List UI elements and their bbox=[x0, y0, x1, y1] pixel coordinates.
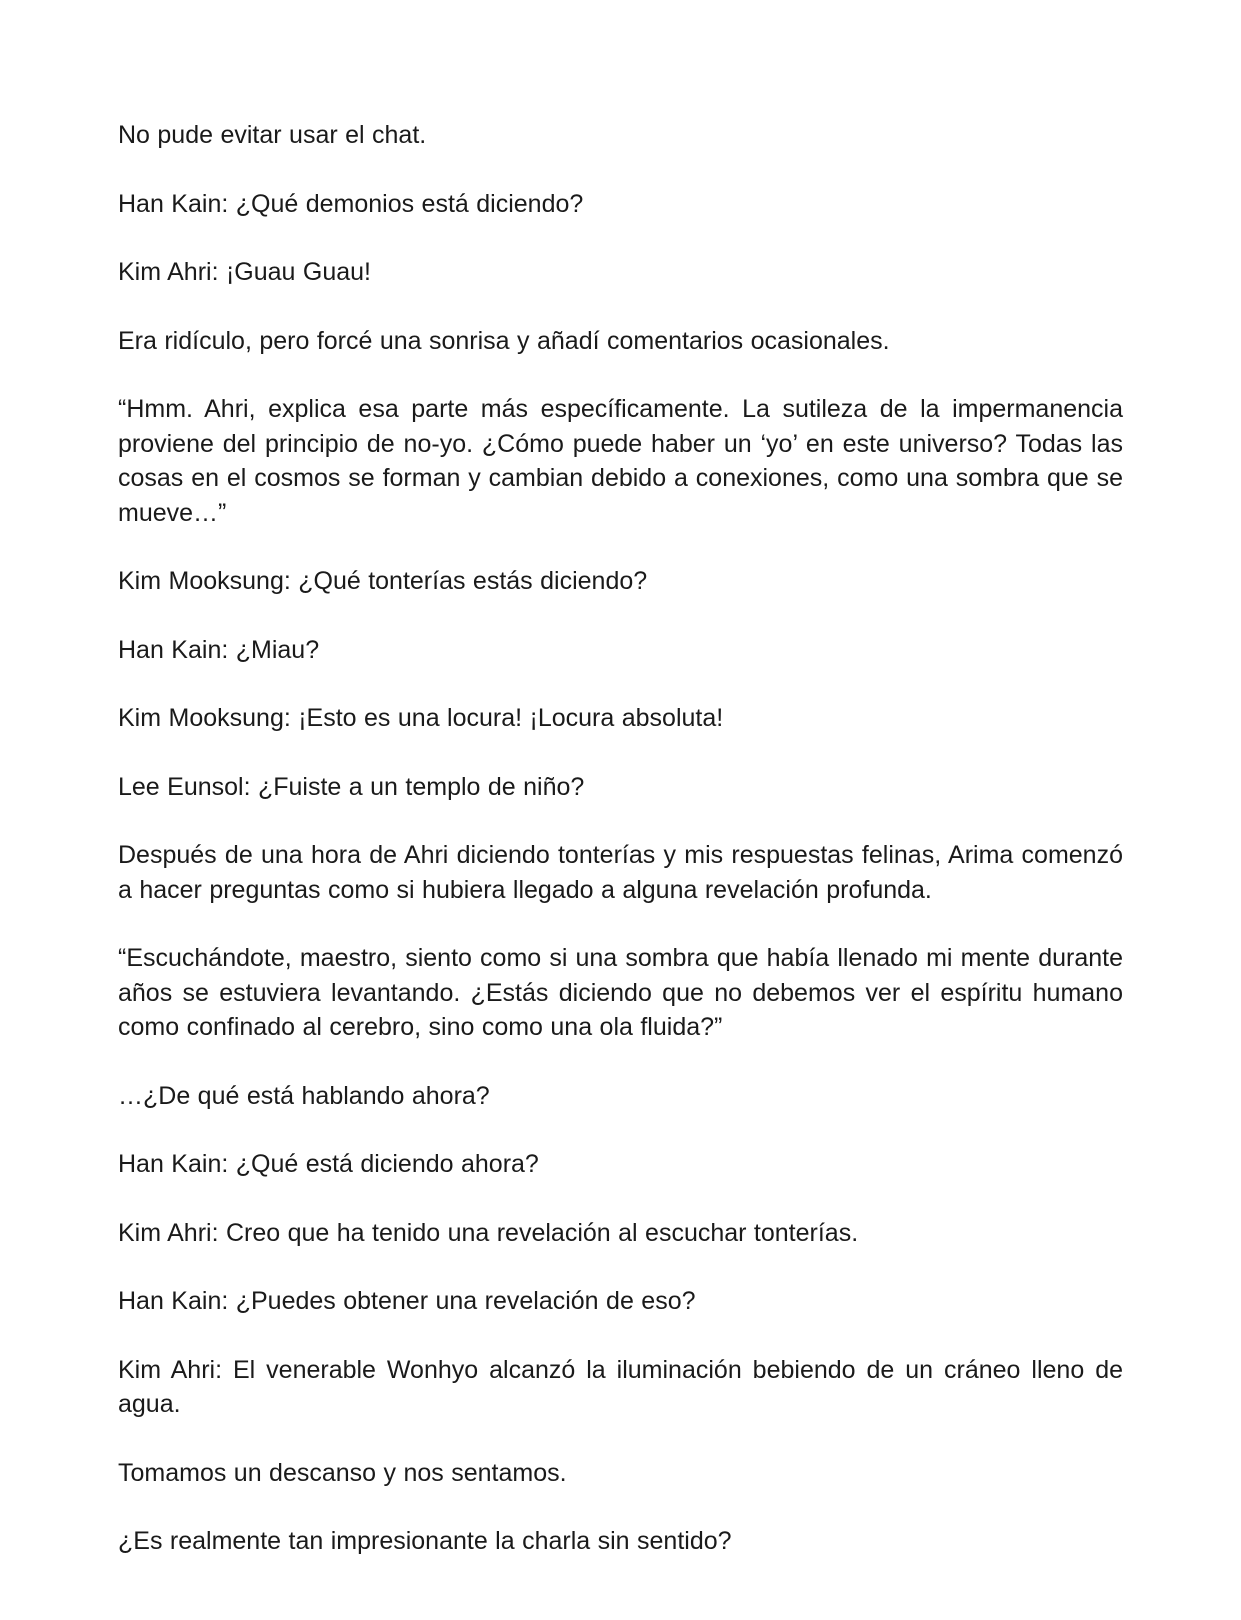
chat-line: Kim Mooksung: ¡Esto es una locura! ¡Locura absoluta! bbox=[118, 704, 724, 732]
chat-line: Kim Mooksung: ¿Qué tonterías estás diciendo? bbox=[118, 567, 648, 595]
paragraph: No pude evitar usar el chat. bbox=[118, 121, 427, 149]
chat-line: Han Kain: ¿Puedes obtener una revelación de eso? bbox=[118, 1287, 696, 1315]
chat-line: Han Kain: ¿Qué está diciendo ahora? bbox=[118, 1150, 539, 1178]
paragraph: ¿Es realmente tan impresionante la charla sin sentido? bbox=[118, 1527, 732, 1555]
chat-line: Kim Ahri: El venerable Wonhyo alcanzó la iluminación bebiendo de un cráneo lleno de agua. bbox=[118, 1355, 1123, 1418]
chat-line: Kim Ahri: Creo que ha tenido una revelación al escuchar tonterías. bbox=[118, 1218, 859, 1247]
paragraph: Después de una hora de Ahri diciendo tonterías y mis respuestas felinas, Arima comenzó a hacer preguntas como si hubiera llegado a alguna revelación profunda. bbox=[118, 841, 1123, 904]
dialogue-paragraph: “Escuchándote, maestro, siento como si una sombra que había llenado mi mente durante años se estuviera levantando. ¿Estás diciendo que no debemos ver el espíritu humano como confinado al cerebro, sino como una ola fluida?” bbox=[118, 944, 1123, 1041]
chat-line: Lee Eunsol: ¿Fuiste a un templo de niño? bbox=[118, 772, 585, 801]
dialogue-paragraph: “Hmm. Ahri, explica esa parte más específicamente. La sutileza de la impermanencia proviene del principio de no-yo. ¿Cómo puede haber un ‘yo’ en este universo? Todas las cosas en el cosmos se forman y cambian debido a conexiones, como una sombra que se mueve…” bbox=[118, 395, 1123, 527]
chat-line: Kim Ahri: ¡Guau Guau! bbox=[118, 258, 372, 286]
chat-line: Han Kain: ¿Qué demonios está diciendo? bbox=[118, 189, 584, 218]
chat-line: Han Kain: ¿Miau? bbox=[118, 635, 320, 664]
paragraph: …¿De qué está hablando ahora? bbox=[118, 1081, 490, 1110]
document-body bbox=[118, 118, 1123, 1593]
paragraph: Tomamos un descanso y nos sentamos. bbox=[118, 1458, 567, 1487]
paragraph: Era ridículo, pero forcé una sonrisa y añadí comentarios ocasionales. bbox=[118, 326, 890, 355]
